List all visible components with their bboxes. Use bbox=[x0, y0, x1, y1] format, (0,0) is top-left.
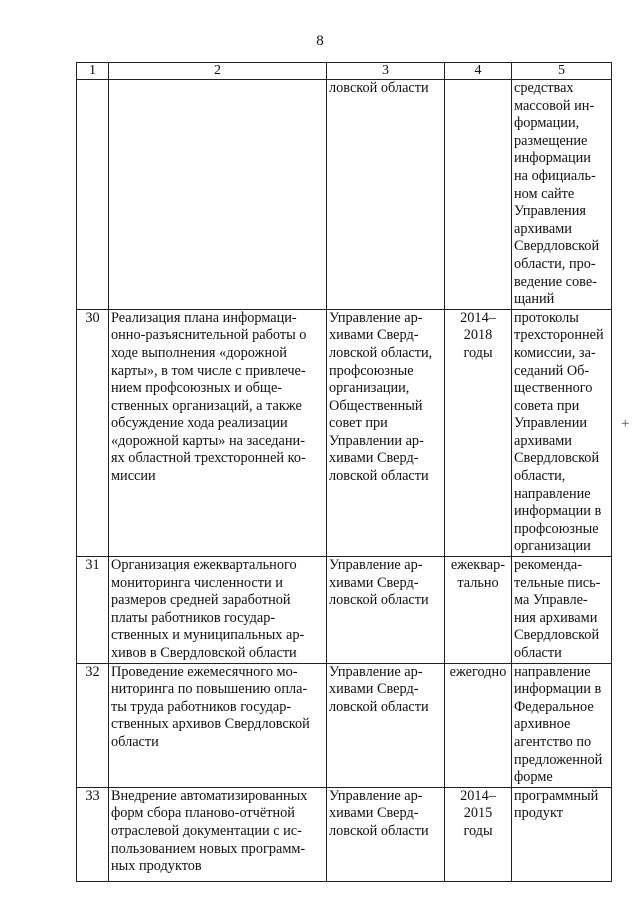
period-cell bbox=[445, 663, 512, 787]
cell-text-line: мониторинга численности и bbox=[111, 574, 283, 591]
cell-text-line: 2014– bbox=[460, 309, 496, 326]
action-cell bbox=[109, 309, 327, 556]
cell-text-line: хивов в Свердловской области bbox=[111, 645, 297, 661]
cell-text-line: размещение bbox=[514, 132, 588, 149]
responsible-cell bbox=[327, 557, 445, 664]
cell-text-line: архивами bbox=[514, 220, 572, 237]
cell-text-line: размеров средней заработной bbox=[111, 592, 291, 609]
cell-text-line: Управлении ар- bbox=[329, 432, 424, 449]
column-header: 3 bbox=[327, 63, 445, 80]
period-cell bbox=[445, 557, 512, 664]
cell-text-line: ты труда работников государ- bbox=[111, 698, 292, 715]
action-cell bbox=[109, 80, 327, 310]
cell-text-line: на официаль- bbox=[514, 167, 596, 184]
cell-text-line: направление bbox=[514, 663, 591, 680]
cell-text-line: массовой ин- bbox=[514, 97, 595, 114]
cell-text-line: миссии bbox=[111, 468, 156, 485]
cell-text-line: хивами Сверд- bbox=[329, 805, 419, 822]
cell-text-line: информации в bbox=[514, 503, 602, 520]
cell-text-line: тельные пись- bbox=[514, 574, 601, 591]
plan-table-body bbox=[77, 63, 612, 882]
cell-text-line: профсоюзные bbox=[514, 520, 599, 537]
cell-text-line: 2018 bbox=[463, 327, 493, 344]
cell-text-line: совета при bbox=[514, 397, 580, 414]
action-cell bbox=[109, 663, 327, 787]
cell-text-line: рекоменда- bbox=[514, 557, 583, 574]
cell-text-line: ях областной трехсторонней ко- bbox=[111, 450, 306, 467]
table-row bbox=[77, 80, 612, 310]
column-header: 4 bbox=[445, 63, 512, 80]
result-cell bbox=[512, 787, 612, 881]
cell-text-line: Реализация плана информаци- bbox=[111, 309, 297, 326]
cell-text-line: Управлении bbox=[514, 415, 588, 432]
cell-text-line: хивами Сверд- bbox=[329, 574, 419, 591]
responsible-cell bbox=[327, 787, 445, 881]
period-cell bbox=[445, 787, 512, 881]
period-cell bbox=[445, 80, 512, 310]
cell-text-line: хивами Сверд- bbox=[329, 327, 419, 344]
plan-table bbox=[76, 62, 612, 882]
cell-text-line: Управления bbox=[514, 203, 586, 220]
cell-text-line: карты», в том числе с привлече- bbox=[111, 362, 306, 379]
cell-text-line: ловской области bbox=[329, 698, 429, 715]
cell-text-line: области bbox=[514, 645, 562, 661]
action-cell bbox=[109, 557, 327, 664]
cell-text-line: агентство по bbox=[514, 733, 592, 750]
cell-text-line: ном сайте bbox=[514, 185, 575, 202]
result-cell bbox=[512, 663, 612, 787]
cell-text-line: ственных и муниципальных ар- bbox=[111, 627, 305, 644]
cell-text-line: ловской области bbox=[329, 822, 429, 839]
cell-text-line: ловской области bbox=[329, 468, 429, 485]
row-number-cell bbox=[77, 80, 109, 310]
cell-text-line: области, про- bbox=[514, 255, 596, 272]
cell-text-line: ежегодно bbox=[449, 663, 507, 680]
cell-text-line: Управление ар- bbox=[329, 557, 423, 574]
cell-text-line: ных продуктов bbox=[111, 858, 202, 875]
cell-text-line: годы bbox=[463, 344, 493, 361]
result-cell bbox=[512, 557, 612, 664]
cell-text-line: Свердловской bbox=[514, 627, 600, 644]
cell-text-line: организации, bbox=[329, 380, 410, 397]
cell-text-line: ведение сове- bbox=[514, 273, 597, 290]
result-cell bbox=[512, 309, 612, 556]
table-row bbox=[77, 663, 612, 787]
cell-text-line: отраслевой документации с ис- bbox=[111, 822, 302, 839]
cell-text-line: Управление ар- bbox=[329, 663, 423, 680]
action-cell bbox=[109, 787, 327, 881]
cell-text-line: щественного bbox=[514, 380, 593, 397]
table-row bbox=[77, 557, 612, 664]
cell-text-line: Проведение ежемесячного мо- bbox=[111, 663, 298, 680]
cell-text-line: седаний Об- bbox=[514, 362, 590, 379]
cell-text-line: Организация ежеквартального bbox=[111, 557, 297, 574]
cell-text-line: Внедрение автоматизированных bbox=[111, 787, 308, 804]
table-header-row bbox=[77, 63, 612, 80]
row-number-cell: 33 bbox=[77, 787, 109, 881]
period-cell bbox=[445, 309, 512, 556]
cell-text-line: хивами Сверд- bbox=[329, 450, 419, 467]
responsible-cell bbox=[327, 663, 445, 787]
cell-text-line: области, bbox=[514, 468, 566, 485]
cell-text-line: форм сбора планово-отчётной bbox=[111, 805, 295, 822]
cell-text-line: архивами bbox=[514, 432, 572, 449]
result-cell bbox=[512, 80, 612, 310]
cell-text-line: Управление ар- bbox=[329, 787, 423, 804]
cell-text-line: ниторинга по повышению опла- bbox=[111, 681, 308, 698]
cell-text-line: Свердловской bbox=[514, 238, 600, 255]
column-header: 5 bbox=[512, 63, 612, 80]
cell-text-line: совет при bbox=[329, 415, 388, 432]
cell-text-line: ловской области bbox=[329, 592, 429, 609]
cell-text-line: ходе выполнения «дорожной bbox=[111, 344, 287, 361]
cell-text-line: области bbox=[111, 733, 159, 750]
cell-text-line: Свердловской bbox=[514, 450, 600, 467]
responsible-cell bbox=[327, 80, 445, 310]
cell-text-line: Общественный bbox=[329, 397, 423, 414]
cell-text-line: архивное bbox=[514, 716, 571, 733]
row-number-cell: 32 bbox=[77, 663, 109, 787]
cell-text-line: платы работников государ- bbox=[111, 609, 276, 626]
column-header: 1 bbox=[77, 63, 109, 80]
row-number-cell: 31 bbox=[77, 557, 109, 664]
row-number-cell: 30 bbox=[77, 309, 109, 556]
cell-text-line: продукт bbox=[514, 805, 563, 822]
responsible-cell bbox=[327, 309, 445, 556]
cell-text-line: тально bbox=[457, 574, 499, 591]
cell-text-line: профсоюзные bbox=[329, 362, 414, 379]
cell-text-line: комиссии, за- bbox=[514, 344, 596, 361]
cell-text-line: форме bbox=[514, 769, 553, 786]
cell-text-line: ма Управле- bbox=[514, 592, 588, 609]
table-row bbox=[77, 309, 612, 556]
cell-text-line: организации bbox=[514, 538, 591, 555]
cell-text-line: направление bbox=[514, 485, 591, 502]
cell-text-line: ловской области bbox=[329, 80, 429, 96]
cell-text-line: ежеквар- bbox=[450, 557, 506, 574]
cell-text-line: хивами Сверд- bbox=[329, 681, 419, 698]
cell-text-line: «дорожной карты» на заседани- bbox=[111, 432, 305, 449]
table-row bbox=[77, 787, 612, 881]
cell-text-line: формации, bbox=[514, 115, 580, 132]
cell-text-line: нием профсоюзных и обще- bbox=[111, 380, 283, 397]
cell-text-line: 2014– bbox=[460, 787, 496, 804]
cell-text-line: щаний bbox=[514, 291, 555, 308]
cell-text-line: пользованием новых программ- bbox=[111, 840, 306, 857]
cell-text-line: информации bbox=[514, 150, 591, 167]
cell-text-line: трехсторонней bbox=[514, 327, 604, 344]
margin-mark: + bbox=[621, 416, 630, 432]
cell-text-line: 2015 bbox=[463, 805, 493, 822]
cell-text-line: ственных архивов Свердловской bbox=[111, 716, 310, 733]
cell-text-line: программный bbox=[514, 787, 599, 804]
cell-text-line: ловской области, bbox=[329, 344, 433, 361]
page-number: 8 bbox=[316, 33, 324, 49]
cell-text-line: ния архивами bbox=[514, 609, 598, 626]
column-header: 2 bbox=[109, 63, 327, 80]
cell-text-line: годы bbox=[463, 822, 493, 839]
cell-text-line: Управление ар- bbox=[329, 309, 423, 326]
cell-text-line: протоколы bbox=[514, 309, 579, 326]
cell-text-line: предложенной bbox=[514, 751, 603, 768]
cell-text-line: информации в bbox=[514, 681, 602, 698]
cell-text-line: онно-разъяснительной работы о bbox=[111, 327, 307, 344]
cell-text-line: средствах bbox=[514, 80, 574, 96]
cell-text-line: обсуждение хода реализации bbox=[111, 415, 288, 432]
cell-text-line: ственных организаций, а также bbox=[111, 397, 302, 414]
cell-text-line: Федеральное bbox=[514, 698, 594, 715]
